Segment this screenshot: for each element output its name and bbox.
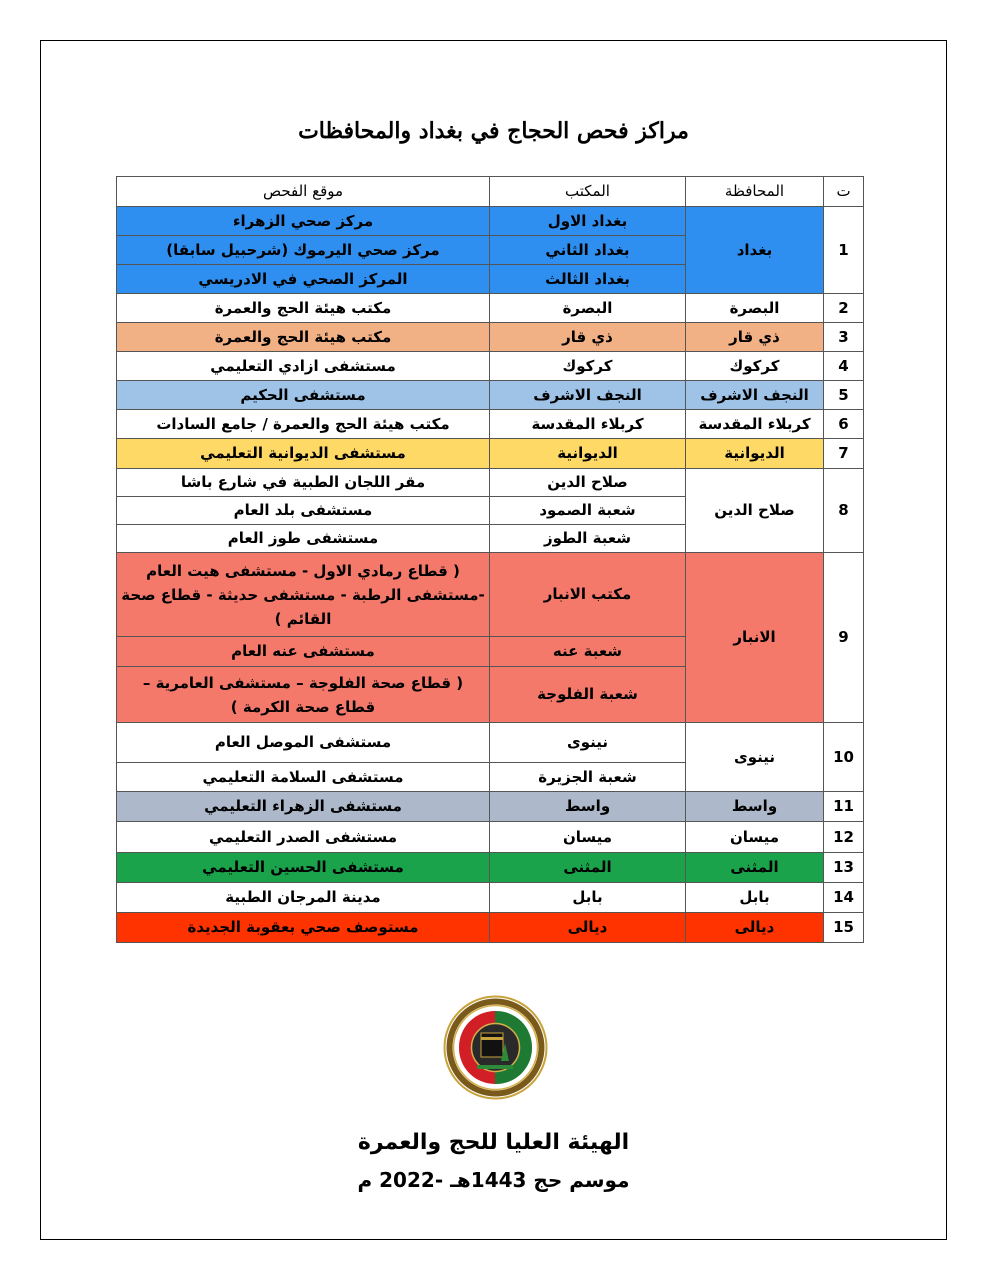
kaaba-emblem-logo bbox=[443, 995, 548, 1100]
row-governorate: بابل bbox=[686, 883, 824, 913]
table-row bbox=[117, 723, 864, 763]
row-location: مدينة المرجان الطبية bbox=[117, 883, 490, 913]
row-office: ميسان bbox=[490, 822, 686, 853]
row-num: 8 bbox=[824, 469, 864, 553]
row-num: 4 bbox=[824, 352, 864, 381]
row-office: البصرة bbox=[490, 294, 686, 323]
row-governorate: الديوانية bbox=[686, 439, 824, 469]
row-location: مستشفى الصدر التعليمي bbox=[117, 822, 490, 853]
row-num: 5 bbox=[824, 381, 864, 410]
row-location: مركز صحي الزهراء bbox=[117, 207, 490, 236]
row-office: شعبة الجزيرة bbox=[490, 763, 686, 792]
organization-name: الهيئة العليا للحج والعمرة bbox=[357, 1130, 630, 1155]
row-location: مكتب هيئة الحج والعمرة bbox=[117, 323, 490, 352]
row-governorate: كربلاء المقدسة bbox=[686, 410, 824, 439]
row-num: 2 bbox=[824, 294, 864, 323]
logo-icon bbox=[443, 995, 548, 1100]
row-location: مستشفى الموصل العام bbox=[117, 723, 490, 763]
row-num: 13 bbox=[824, 853, 864, 883]
table-header-row bbox=[117, 177, 864, 207]
row-office: كركوك bbox=[490, 352, 686, 381]
row-location: ( قطاع صحة الفلوجة – مستشفى العامرية – قطاع صحة الكرمة ) bbox=[117, 667, 490, 723]
row-location: مستشفى طوز العام bbox=[117, 525, 490, 553]
table-row bbox=[117, 352, 864, 381]
row-num: 10 bbox=[824, 723, 864, 792]
row-governorate: البصرة bbox=[686, 294, 824, 323]
row-governorate: النجف الاشرف bbox=[686, 381, 824, 410]
row-office: مكتب الانبار bbox=[490, 553, 686, 637]
row-governorate: واسط bbox=[686, 792, 824, 822]
row-office: شعبة عنه bbox=[490, 637, 686, 667]
row-num: 14 bbox=[824, 883, 864, 913]
row-governorate: الانبار bbox=[686, 553, 824, 723]
row-governorate: ميسان bbox=[686, 822, 824, 853]
table-row bbox=[117, 553, 864, 637]
row-location: المركز الصحي في الادريسي bbox=[117, 265, 490, 294]
table-row bbox=[117, 294, 864, 323]
row-location: مستشفى الحسين التعليمي bbox=[117, 853, 490, 883]
row-office: شعبة الفلوجة bbox=[490, 667, 686, 723]
table-row bbox=[117, 410, 864, 439]
row-office: النجف الاشرف bbox=[490, 381, 686, 410]
table-row bbox=[117, 792, 864, 822]
row-office: صلاح الدين bbox=[490, 469, 686, 497]
row-office: شعبة الطوز bbox=[490, 525, 686, 553]
row-office: بغداد الثالث bbox=[490, 265, 686, 294]
row-governorate: صلاح الدين bbox=[686, 469, 824, 553]
row-location: مكتب هيئة الحج والعمرة bbox=[117, 294, 490, 323]
row-location: مستشفى السلامة التعليمي bbox=[117, 763, 490, 792]
row-governorate: ديالى bbox=[686, 913, 824, 943]
row-governorate: كركوك bbox=[686, 352, 824, 381]
row-num: 15 bbox=[824, 913, 864, 943]
row-location: مستشفى عنه العام bbox=[117, 637, 490, 667]
row-location: مركز صحي اليرموك (شرحبيل سابقا) bbox=[117, 236, 490, 265]
table-row bbox=[117, 439, 864, 469]
row-office: المثنى bbox=[490, 853, 686, 883]
header-office: المكتب bbox=[490, 177, 686, 207]
row-location: ( قطاع رمادي الاول - مستشفى هيت العام -مستشفى الرطبة - مستشفى حديثة - قطاع صحة القائم ) bbox=[117, 553, 490, 637]
table-row bbox=[117, 207, 864, 236]
row-num: 12 bbox=[824, 822, 864, 853]
row-location: مقر اللجان الطبية في شارع باشا bbox=[117, 469, 490, 497]
row-location: مستشفى الزهراء التعليمي bbox=[117, 792, 490, 822]
table-row bbox=[117, 469, 864, 497]
row-office: واسط bbox=[490, 792, 686, 822]
row-office: بابل bbox=[490, 883, 686, 913]
row-location: مستشفى بلد العام bbox=[117, 497, 490, 525]
row-num: 1 bbox=[824, 207, 864, 294]
row-location: مستشفى ازادي التعليمي bbox=[117, 352, 490, 381]
table-row bbox=[117, 853, 864, 883]
row-num: 9 bbox=[824, 553, 864, 723]
row-office: نينوى bbox=[490, 723, 686, 763]
row-office: شعبة الصمود bbox=[490, 497, 686, 525]
row-governorate: ذي قار bbox=[686, 323, 824, 352]
table-row bbox=[117, 883, 864, 913]
season-label: موسم حج 1443هـ -2022 م bbox=[357, 1168, 630, 1192]
row-location: مستشفى الحكيم bbox=[117, 381, 490, 410]
row-governorate: بغداد bbox=[686, 207, 824, 294]
table-row bbox=[117, 822, 864, 853]
table-row bbox=[117, 913, 864, 943]
table-row bbox=[117, 323, 864, 352]
row-num: 11 bbox=[824, 792, 864, 822]
row-location: مستوصف صحي بعقوبة الجديدة bbox=[117, 913, 490, 943]
row-office: كربلاء المقدسة bbox=[490, 410, 686, 439]
header-governorate: المحافظة bbox=[686, 177, 824, 207]
page-title: مراكز فحص الحجاج في بغداد والمحافظات bbox=[298, 118, 689, 144]
row-office: ديالى bbox=[490, 913, 686, 943]
row-num: 6 bbox=[824, 410, 864, 439]
row-office: بغداد الاول bbox=[490, 207, 686, 236]
row-office: ذي قار bbox=[490, 323, 686, 352]
row-location: مكتب هيئة الحج والعمرة / جامع السادات bbox=[117, 410, 490, 439]
row-num: 7 bbox=[824, 439, 864, 469]
row-location: مستشفى الديوانية التعليمي bbox=[117, 439, 490, 469]
header-num: ت bbox=[824, 177, 864, 207]
row-office: الديوانية bbox=[490, 439, 686, 469]
row-num: 3 bbox=[824, 323, 864, 352]
header-location: موقع الفحص bbox=[117, 177, 490, 207]
centers-table bbox=[116, 176, 864, 943]
row-office: بغداد الثاني bbox=[490, 236, 686, 265]
table-row bbox=[117, 381, 864, 410]
row-governorate: المثنى bbox=[686, 853, 824, 883]
row-governorate: نينوى bbox=[686, 723, 824, 792]
